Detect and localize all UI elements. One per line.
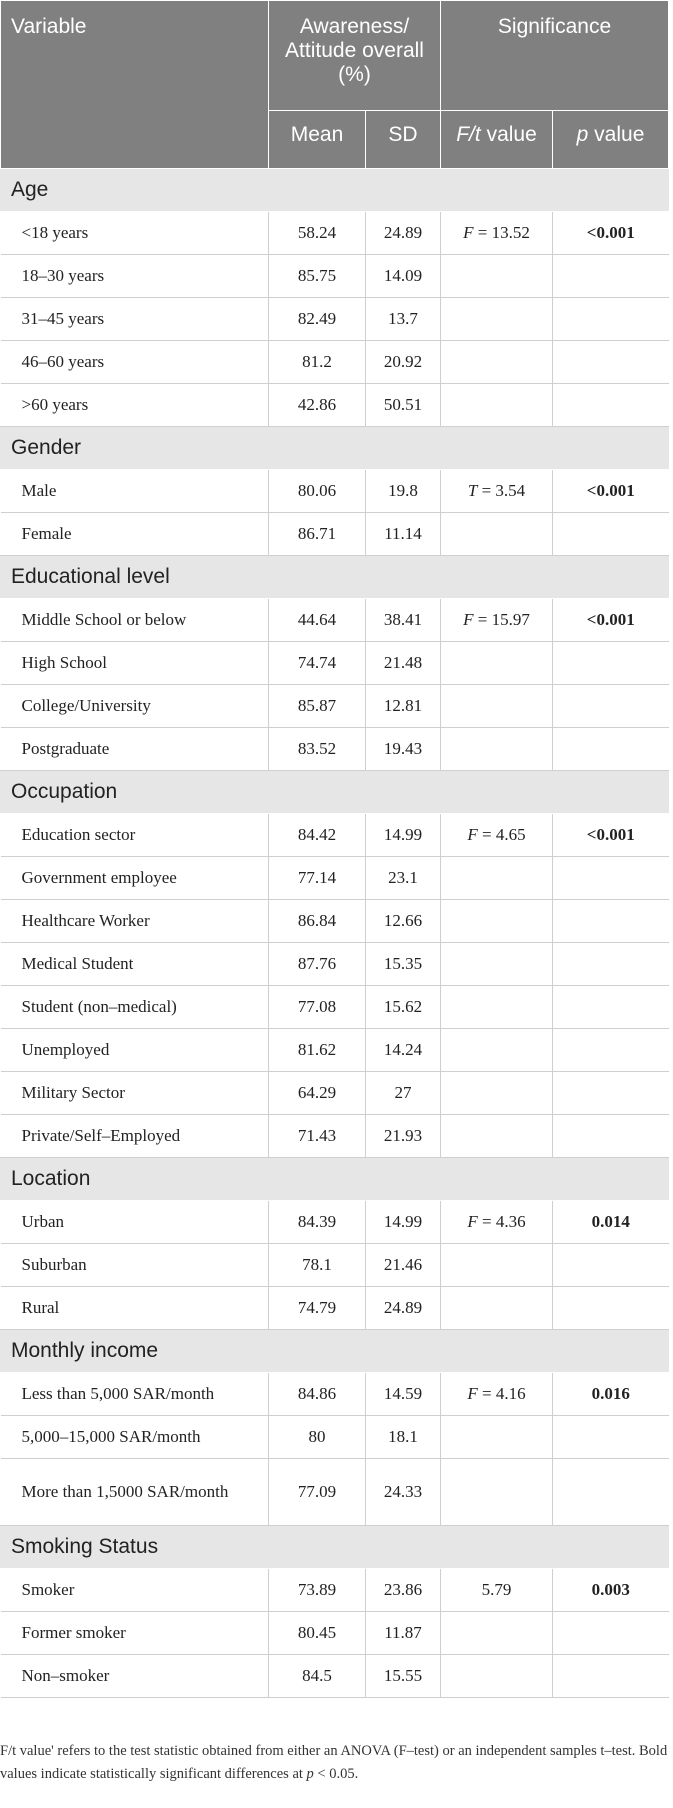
- mean-cell: 84.39: [269, 1201, 366, 1244]
- p-value-cell: [553, 1655, 669, 1698]
- p-value-cell: [553, 857, 669, 900]
- stat-cell: [441, 341, 553, 384]
- mean-cell: 78.1: [269, 1244, 366, 1287]
- header-significance: Significance: [441, 1, 669, 111]
- table-row: [1, 1244, 669, 1287]
- table-row: [1, 1287, 669, 1330]
- table-row: [1, 599, 669, 642]
- mean-cell: 73.89: [269, 1569, 366, 1612]
- row-label: Student (non–medical): [1, 986, 269, 1029]
- p-value-cell: 0.003: [553, 1569, 669, 1612]
- table-row: [1, 470, 669, 513]
- row-label: <18 years: [1, 212, 269, 255]
- sd-cell: 11.14: [366, 513, 441, 556]
- row-label: Military Sector: [1, 1072, 269, 1115]
- header-awareness: Awareness/ Attitude overall (%): [269, 1, 441, 111]
- group-header-row: [1, 556, 669, 599]
- row-label: High School: [1, 642, 269, 685]
- table-row: [1, 298, 669, 341]
- table-row: [1, 1373, 669, 1416]
- group-label: Location: [1, 1158, 669, 1201]
- row-label: Education sector: [1, 814, 269, 857]
- p-value-cell: [553, 1244, 669, 1287]
- sd-cell: 18.1: [366, 1416, 441, 1459]
- table-row: [1, 986, 669, 1029]
- p-value-cell: [553, 1115, 669, 1158]
- row-label: Female: [1, 513, 269, 556]
- mean-cell: 83.52: [269, 728, 366, 771]
- group-header-row: [1, 1330, 669, 1373]
- stat-cell: [441, 728, 553, 771]
- row-label: Urban: [1, 1201, 269, 1244]
- sd-cell: 20.92: [366, 341, 441, 384]
- table-footnote: F/t value' refers to the test statistic obtained from either an ANOVA (F–test) or an independent samples t–test. Bold values indicate statistically significant differences at p < 0.05.: [0, 1743, 668, 1782]
- table-row: [1, 814, 669, 857]
- stat-cell: F = 4.16: [441, 1373, 553, 1416]
- row-label: Medical Student: [1, 943, 269, 986]
- mean-cell: 64.29: [269, 1072, 366, 1115]
- table-row: [1, 1459, 669, 1526]
- stat-cell: F = 13.52: [441, 212, 553, 255]
- row-label: 31–45 years: [1, 298, 269, 341]
- mean-cell: 74.74: [269, 642, 366, 685]
- row-label: Postgraduate: [1, 728, 269, 771]
- mean-cell: 85.75: [269, 255, 366, 298]
- table-row: [1, 1612, 669, 1655]
- table-row: [1, 1655, 669, 1698]
- row-label: 5,000–15,000 SAR/month: [1, 1416, 269, 1459]
- row-label: Rural: [1, 1287, 269, 1330]
- p-value-cell: <0.001: [553, 212, 669, 255]
- stat-cell: [441, 943, 553, 986]
- stat-cell: [441, 685, 553, 728]
- group-header-row: [1, 169, 669, 212]
- stat-cell: [441, 1416, 553, 1459]
- table-row: [1, 857, 669, 900]
- sd-cell: 50.51: [366, 384, 441, 427]
- group-label: Educational level: [1, 556, 669, 599]
- group-label: Occupation: [1, 771, 669, 814]
- sd-cell: 14.99: [366, 814, 441, 857]
- stat-cell: [441, 255, 553, 298]
- row-label: 46–60 years: [1, 341, 269, 384]
- group-header-row: [1, 1158, 669, 1201]
- mean-cell: 86.84: [269, 900, 366, 943]
- sd-cell: 14.24: [366, 1029, 441, 1072]
- row-label: >60 years: [1, 384, 269, 427]
- sd-cell: 23.1: [366, 857, 441, 900]
- table-row: [1, 1201, 669, 1244]
- row-label: College/University: [1, 685, 269, 728]
- p-value-cell: [553, 1287, 669, 1330]
- mean-cell: 84.42: [269, 814, 366, 857]
- sd-cell: 27: [366, 1072, 441, 1115]
- table-row: [1, 1072, 669, 1115]
- stat-cell: [441, 986, 553, 1029]
- p-value-cell: [553, 943, 669, 986]
- p-value-cell: <0.001: [553, 814, 669, 857]
- table-row: [1, 685, 669, 728]
- header-mean: Mean: [269, 111, 366, 169]
- stat-cell: [441, 513, 553, 556]
- stat-cell: [441, 1029, 553, 1072]
- stat-cell: [441, 642, 553, 685]
- row-label: 18–30 years: [1, 255, 269, 298]
- sd-cell: 21.46: [366, 1244, 441, 1287]
- table-row: [1, 1115, 669, 1158]
- mean-cell: 80: [269, 1416, 366, 1459]
- stat-cell: F = 4.36: [441, 1201, 553, 1244]
- sd-cell: 14.59: [366, 1373, 441, 1416]
- mean-cell: 44.64: [269, 599, 366, 642]
- row-label: Smoker: [1, 1569, 269, 1612]
- mean-cell: 58.24: [269, 212, 366, 255]
- row-label: Less than 5,000 SAR/month: [1, 1373, 269, 1416]
- sd-cell: 15.55: [366, 1655, 441, 1698]
- sd-cell: 15.62: [366, 986, 441, 1029]
- stat-cell: 5.79: [441, 1569, 553, 1612]
- sd-cell: 19.8: [366, 470, 441, 513]
- table-row: [1, 384, 669, 427]
- table-row: [1, 1569, 669, 1612]
- p-value-cell: [553, 513, 669, 556]
- row-label: More than 1,5000 SAR/month: [1, 1459, 269, 1526]
- table-row: [1, 212, 669, 255]
- table-row: [1, 642, 669, 685]
- group-header-row: [1, 1526, 669, 1569]
- sd-cell: 14.99: [366, 1201, 441, 1244]
- row-label: Healthcare Worker: [1, 900, 269, 943]
- header-p-value: p value: [553, 111, 669, 169]
- stat-cell: [441, 900, 553, 943]
- stat-cell: [441, 857, 553, 900]
- row-label: Private/Self–Employed: [1, 1115, 269, 1158]
- mean-cell: 74.79: [269, 1287, 366, 1330]
- stat-cell: F = 4.65: [441, 814, 553, 857]
- stat-cell: [441, 1244, 553, 1287]
- p-value-cell: [553, 728, 669, 771]
- group-header-row: [1, 771, 669, 814]
- mean-cell: 77.09: [269, 1459, 366, 1526]
- table-row: [1, 943, 669, 986]
- header-ft-value: F/t value: [441, 111, 553, 169]
- sd-cell: 24.33: [366, 1459, 441, 1526]
- stat-cell: [441, 1612, 553, 1655]
- row-label: Former smoker: [1, 1612, 269, 1655]
- mean-cell: 81.2: [269, 341, 366, 384]
- table-row: [1, 513, 669, 556]
- row-label: Non–smoker: [1, 1655, 269, 1698]
- sd-cell: 24.89: [366, 212, 441, 255]
- stat-cell: [441, 298, 553, 341]
- mean-cell: 84.5: [269, 1655, 366, 1698]
- stat-cell: [441, 384, 553, 427]
- p-value-cell: [553, 1612, 669, 1655]
- table-row: [1, 1416, 669, 1459]
- mean-cell: 81.62: [269, 1029, 366, 1072]
- row-label: Male: [1, 470, 269, 513]
- row-label: Government employee: [1, 857, 269, 900]
- p-value-cell: [553, 685, 669, 728]
- p-value-cell: [553, 1029, 669, 1072]
- sd-cell: 11.87: [366, 1612, 441, 1655]
- mean-cell: 82.49: [269, 298, 366, 341]
- p-value-cell: [553, 900, 669, 943]
- p-value-cell: <0.001: [553, 470, 669, 513]
- sd-cell: 21.93: [366, 1115, 441, 1158]
- stat-cell: [441, 1655, 553, 1698]
- table-row: [1, 1029, 669, 1072]
- group-label: Monthly income: [1, 1330, 669, 1373]
- sd-cell: 14.09: [366, 255, 441, 298]
- sd-cell: 13.7: [366, 298, 441, 341]
- p-value-cell: [553, 255, 669, 298]
- p-value-cell: [553, 1459, 669, 1526]
- p-value-cell: <0.001: [553, 599, 669, 642]
- mean-cell: 71.43: [269, 1115, 366, 1158]
- mean-cell: 87.76: [269, 943, 366, 986]
- mean-cell: 77.14: [269, 857, 366, 900]
- stat-cell: [441, 1115, 553, 1158]
- p-value-cell: [553, 642, 669, 685]
- p-value-cell: [553, 986, 669, 1029]
- p-value-cell: [553, 1072, 669, 1115]
- stat-cell: [441, 1072, 553, 1115]
- sd-cell: 21.48: [366, 642, 441, 685]
- stat-cell: [441, 1287, 553, 1330]
- mean-cell: 77.08: [269, 986, 366, 1029]
- row-label: Unemployed: [1, 1029, 269, 1072]
- row-label: Suburban: [1, 1244, 269, 1287]
- p-value-cell: [553, 298, 669, 341]
- mean-cell: 85.87: [269, 685, 366, 728]
- row-label: Middle School or below: [1, 599, 269, 642]
- mean-cell: 80.06: [269, 470, 366, 513]
- table-row: [1, 728, 669, 771]
- sd-cell: 12.81: [366, 685, 441, 728]
- sd-cell: 15.35: [366, 943, 441, 986]
- group-label: Age: [1, 169, 669, 212]
- table-row: [1, 255, 669, 298]
- mean-cell: 80.45: [269, 1612, 366, 1655]
- mean-cell: 42.86: [269, 384, 366, 427]
- sd-cell: 38.41: [366, 599, 441, 642]
- table-row: [1, 341, 669, 384]
- p-value-cell: [553, 1416, 669, 1459]
- group-label: Smoking Status: [1, 1526, 669, 1569]
- header-sd: SD: [366, 111, 441, 169]
- sd-cell: 19.43: [366, 728, 441, 771]
- header-variable: Variable: [1, 1, 269, 169]
- stat-cell: [441, 1459, 553, 1526]
- table-row: [1, 900, 669, 943]
- mean-cell: 86.71: [269, 513, 366, 556]
- p-value-cell: 0.016: [553, 1373, 669, 1416]
- p-value-cell: [553, 384, 669, 427]
- p-value-cell: [553, 341, 669, 384]
- sd-cell: 24.89: [366, 1287, 441, 1330]
- p-value-cell: 0.014: [553, 1201, 669, 1244]
- sd-cell: 23.86: [366, 1569, 441, 1612]
- sd-cell: 12.66: [366, 900, 441, 943]
- stat-cell: T = 3.54: [441, 470, 553, 513]
- mean-cell: 84.86: [269, 1373, 366, 1416]
- group-header-row: [1, 427, 669, 470]
- stat-cell: F = 15.97: [441, 599, 553, 642]
- group-label: Gender: [1, 427, 669, 470]
